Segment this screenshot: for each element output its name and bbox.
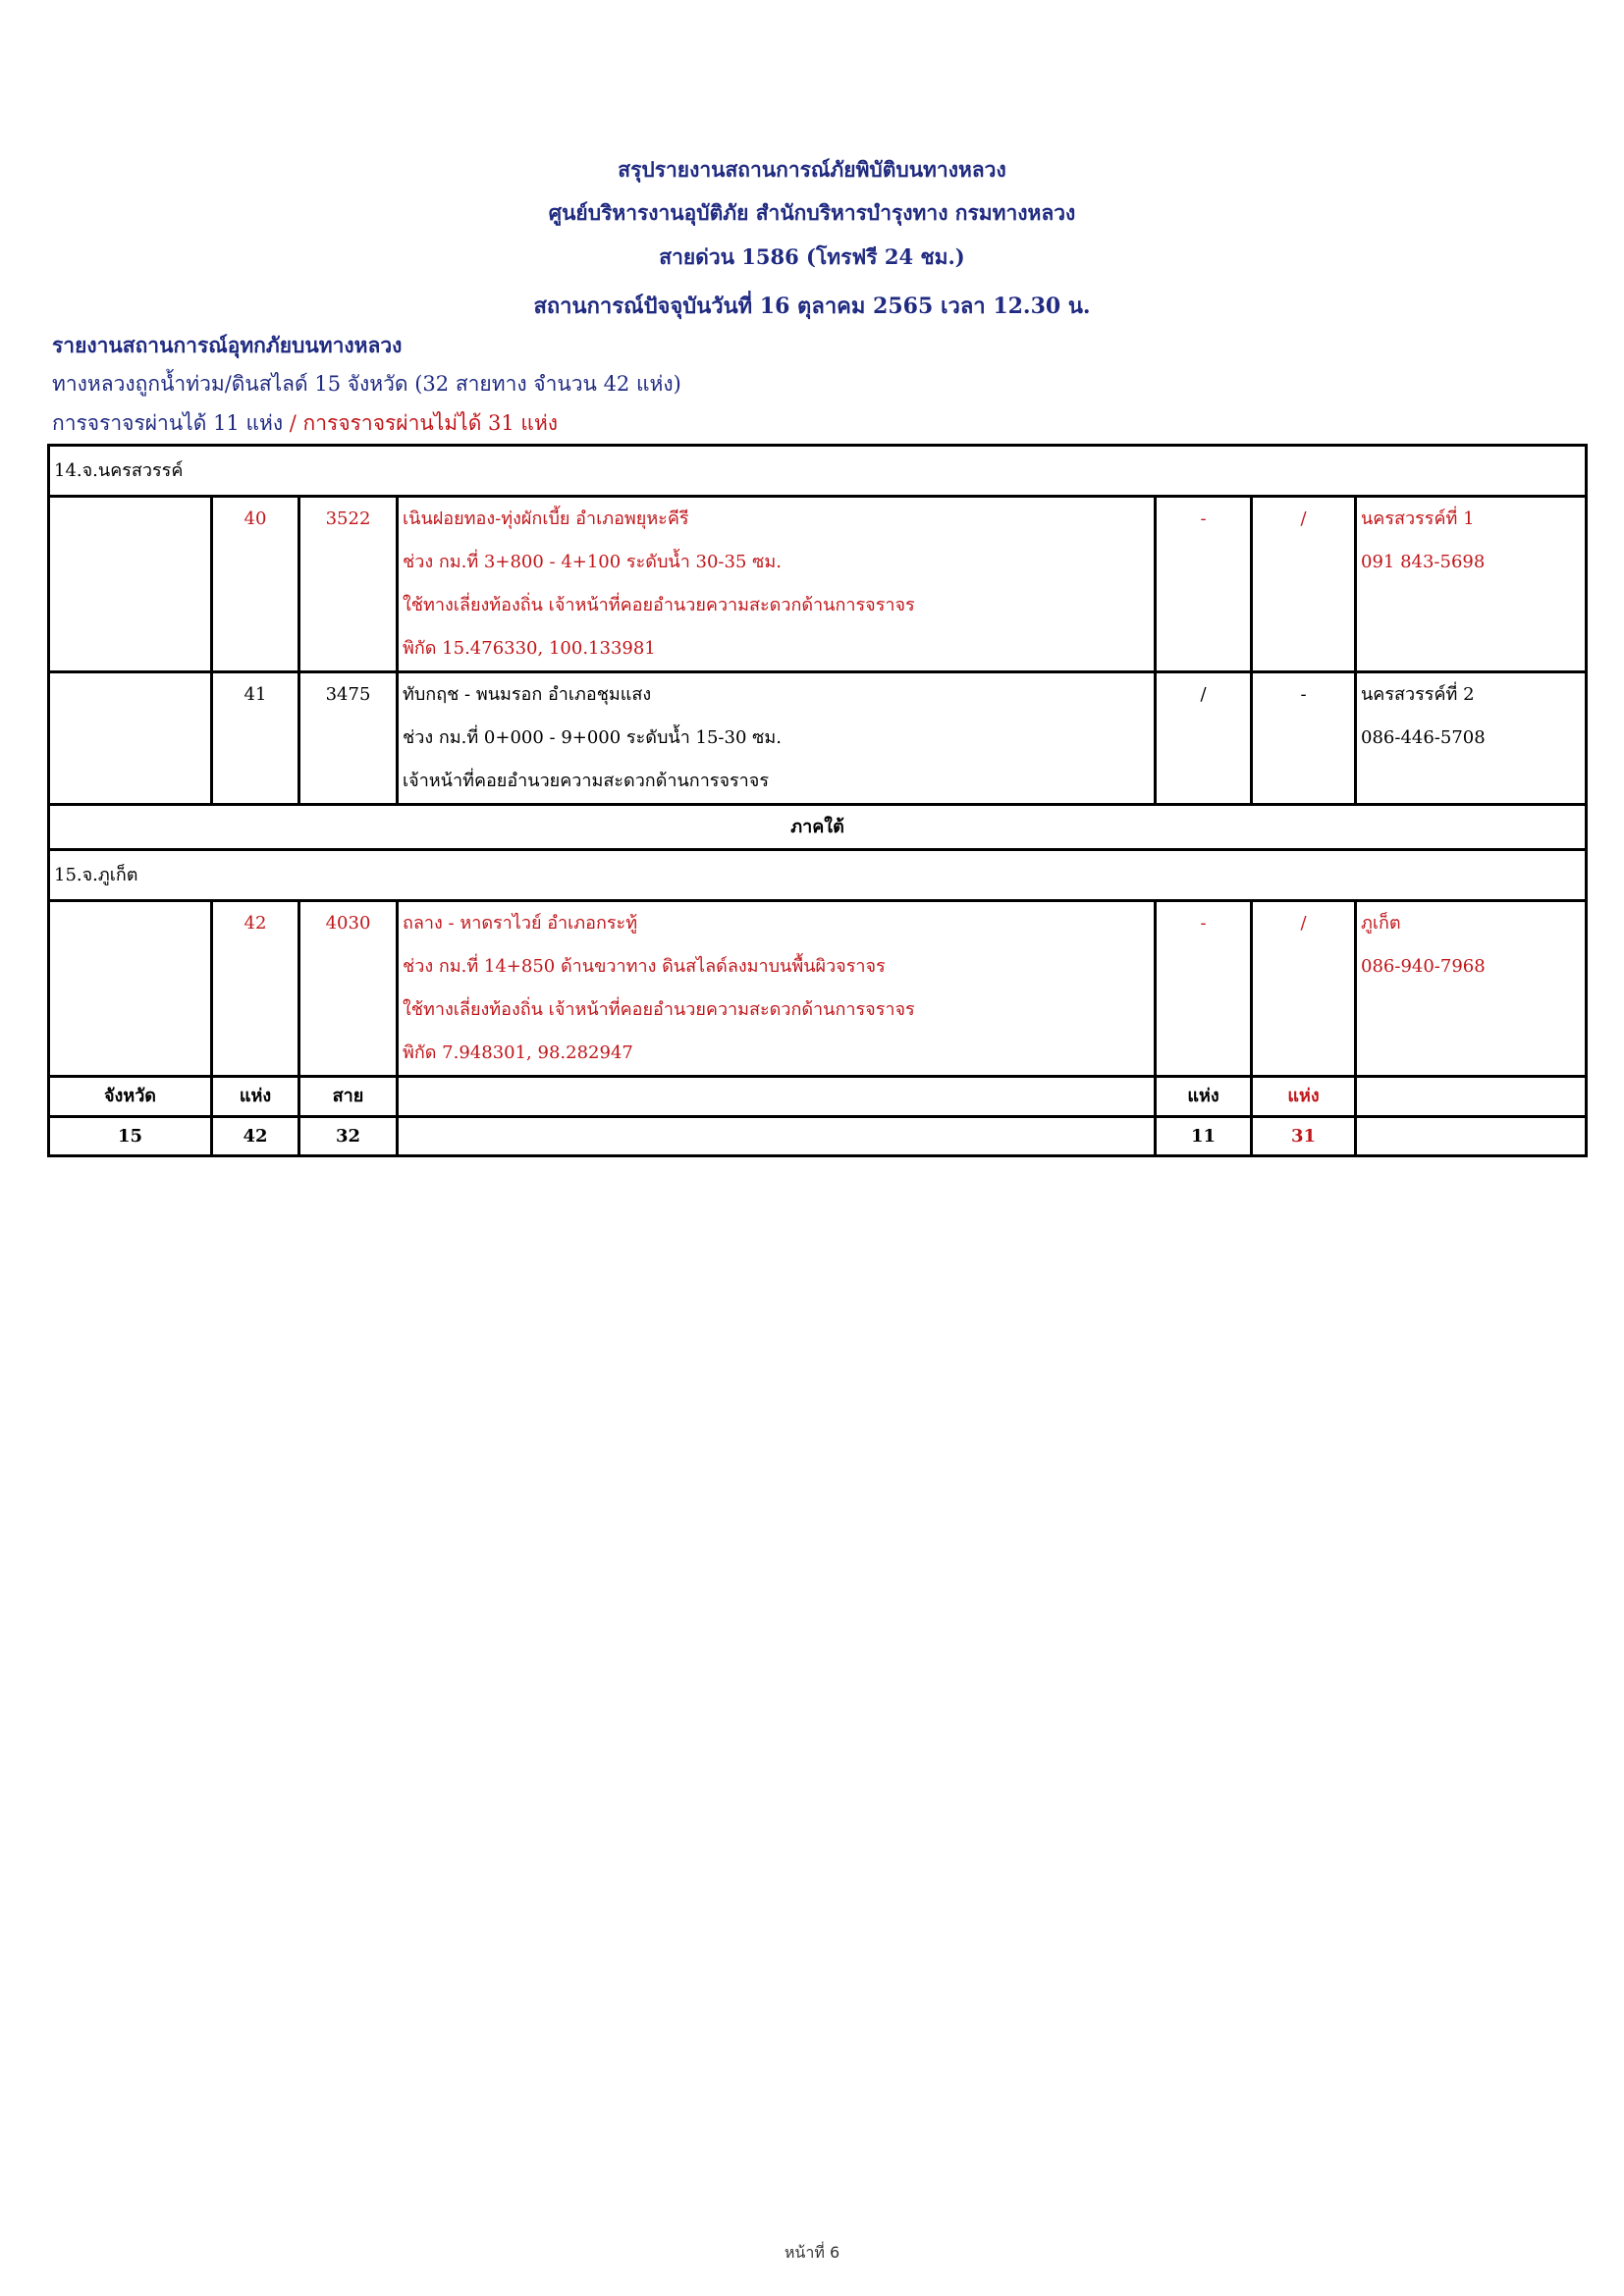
page-number: หน้าที่ 6	[784, 2243, 840, 2262]
places-total: 42	[212, 1117, 299, 1156]
row-number: 41	[244, 684, 267, 705]
passable-mark: -	[1200, 508, 1207, 529]
totals-header-row	[49, 1077, 1587, 1117]
flood-summary: ทางหลวงถูกน้ำท่วม/ดินสไลด์ 15 จังหวัด (32 สายทาง จำนวน 42 แห่ง)	[52, 372, 681, 396]
impassable-summary: / การจราจรผ่านไม่ได้ 31 แห่ง	[289, 411, 559, 435]
table-row	[49, 672, 1587, 805]
section-row	[49, 850, 1587, 901]
coordinate-text: พิกัด 15.476330, 100.133981	[403, 638, 656, 659]
office-phone: 086-940-7968	[1361, 956, 1486, 977]
flood-report-heading: รายงานสถานการณ์อุทกภัยบนทางหลวง	[52, 333, 403, 357]
section-name: 14.จ.นครสวรรค์	[49, 446, 1587, 497]
table-row	[49, 497, 1587, 672]
passable-total: 11	[1156, 1117, 1252, 1156]
row-number: 40	[244, 508, 267, 529]
coordinate-text: พิกัด 7.948301, 98.282947	[403, 1042, 633, 1063]
km-range-text: ช่วง กม.ที่ 0+000 - 9+000 ระดับน้ำ 15-30 ซม.	[403, 727, 782, 748]
office-name: ภูเก็ต	[1361, 913, 1401, 934]
impassable-total: 31	[1252, 1117, 1356, 1156]
location-text: เนินฝอยทอง-ทุ่งผักเบี้ย อำเภอพยุหะคีรี	[403, 508, 689, 529]
route-number: 4030	[325, 913, 371, 934]
impassable-label: แห่ง	[1252, 1077, 1356, 1117]
office-name: นครสวรรค์ที่ 1	[1361, 508, 1475, 529]
table-row	[49, 901, 1587, 1077]
detour-text: ใช้ทางเลี่ยงท้องถิ่น เจ้าหน้าที่คอยอำนวยความสะดวกด้านการจราจร	[403, 595, 915, 615]
passable-mark: /	[1200, 684, 1207, 705]
location-text: ทับกฤช - พนมรอก อำเภอชุมแสง	[403, 684, 652, 705]
routes-label: สาย	[299, 1077, 398, 1117]
section-row	[49, 446, 1587, 497]
impassable-mark: /	[1300, 913, 1307, 934]
hotline-line: สายด่วน 1586 (โทรฟรี 24 ชม.)	[659, 244, 965, 269]
passable-summary: การจราจรผ่านได้ 11 แห่ง	[52, 411, 290, 435]
impassable-mark: -	[1300, 684, 1307, 705]
totals-row	[49, 1117, 1587, 1156]
route-number: 3522	[325, 508, 371, 529]
provinces-total: 15	[49, 1117, 212, 1156]
km-range-text: ช่วง กม.ที่ 14+850 ด้านขวาทาง ดินสไลด์ลงมาบนพื้นผิวจราจร	[403, 956, 886, 977]
passable-label: แห่ง	[1156, 1077, 1252, 1117]
office-phone: 086-446-5708	[1361, 727, 1486, 748]
report-title-line-1: สรุปรายงานสถานการณ์ภัยพิบัติบนทางหลวง	[618, 157, 1006, 182]
passable-mark: -	[1200, 913, 1207, 934]
flood-table	[47, 444, 1588, 1157]
region-name: ภาคใต้	[49, 805, 1587, 850]
impassable-mark: /	[1300, 508, 1307, 529]
traffic-summary	[52, 407, 558, 440]
detour-text: เจ้าหน้าที่คอยอำนวยความสะดวกด้านการจราจร	[403, 771, 770, 791]
provinces-label: จังหวัด	[49, 1077, 212, 1117]
report-title-line-2: ศูนย์บริหารงานอุบัติภัย สำนักบริหารบำรุงทาง กรมทางหลวง	[548, 200, 1076, 225]
office-phone: 091 843-5698	[1361, 552, 1486, 572]
report-date-line: สถานการณ์ปัจจุบันวันที่ 16 ตุลาคม 2565 เวลา 12.30 น.	[533, 294, 1091, 319]
row-number: 42	[244, 913, 267, 934]
office-name: นครสวรรค์ที่ 2	[1361, 684, 1475, 705]
section-name: 15.จ.ภูเก็ต	[49, 850, 1587, 901]
route-number: 3475	[325, 684, 371, 705]
region-row	[49, 805, 1587, 850]
km-range-text: ช่วง กม.ที่ 3+800 - 4+100 ระดับน้ำ 30-35 ซม.	[403, 552, 782, 572]
places-label: แห่ง	[212, 1077, 299, 1117]
location-text: ถลาง - หาดราไวย์ อำเภอกระทู้	[403, 913, 638, 934]
detour-text: ใช้ทางเลี่ยงท้องถิ่น เจ้าหน้าที่คอยอำนวยความสะดวกด้านการจราจร	[403, 999, 915, 1020]
routes-total: 32	[299, 1117, 398, 1156]
